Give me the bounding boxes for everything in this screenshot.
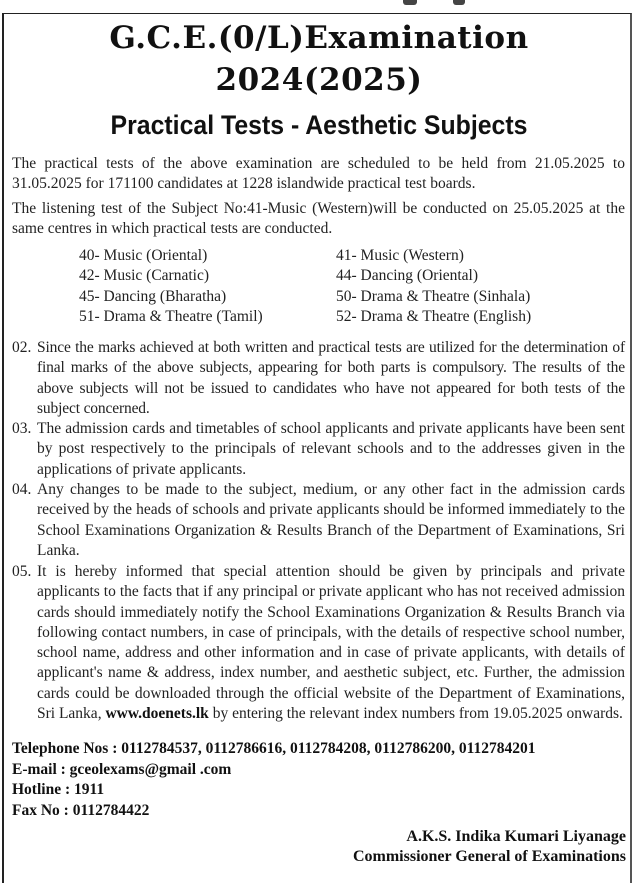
- cropped-glyph: [403, 0, 417, 5]
- cropped-glyph: [453, 0, 465, 5]
- notice-title: G.C.E.(0/L)Examination: [109, 20, 529, 56]
- notice-item-02: [12, 338, 625, 419]
- item-text: [12, 562, 625, 724]
- subject-item: 41- Music (Western): [336, 247, 464, 264]
- subject-item: 40- Music (Oriental): [79, 247, 208, 264]
- subject-item: 50- Drama & Theatre (Sinhala): [336, 287, 531, 305]
- website-link[interactable]: www.doenets.lk: [105, 705, 209, 723]
- item-text-part: It is hereby informed that special attention should be given by principals and private applicants to the facts that if any principal or private applicant who has not received admission cards should immediately notify the School Examinations Organization & Results Branch via following contact numbers, in case of principals, with the details of respective school number, school name, address and other information and in case of private applicants, with details of applicant's name & address, index number, and aesthetic subject, etc. Further, the admission cards could be downloaded through the official website of the Department of Examinations, Sri Lanka,: [37, 563, 625, 723]
- notice-title-year: 2024(2025): [215, 62, 423, 98]
- notice-item-05: [12, 562, 625, 724]
- item-text: Any changes to be made to the subject, medium, or any other fact in the admission cards received by the heads of schools and private applicants should be informed immediately to the School Examinations Organization & Results Branch of the Department of Examinations, Sri Lanka.: [37, 481, 625, 559]
- item-text: The admission cards and timetables of school applicants and private applicants have been sent by post respectively to the principals of relevant schools and to the addresses given in the applications of private applicants.: [37, 420, 625, 478]
- intro-paragraph: The practical tests of the above examination are scheduled to be held from 21.05.2025 to 31.05.2025 for 171100 candidates at 1228 islandwide practical test boards.: [12, 155, 625, 193]
- subject-item: 51- Drama & Theatre (Tamil): [79, 307, 263, 325]
- email-address: E-mail : gceolexams@gmail .com: [12, 761, 232, 778]
- notice-subtitle: Practical Tests - Aesthetic Subjects: [110, 110, 528, 140]
- notice-item-03: [12, 419, 625, 480]
- subject-item: 44- Dancing (Oriental): [336, 267, 479, 285]
- listening-test-paragraph: The listening test of the Subject No:41-Music (Western)will be conducted on 25.05.2025 at the same centres in which practical tests are conducted.: [12, 200, 625, 238]
- item-number: 04.: [12, 481, 32, 498]
- notice-item-04: [12, 480, 625, 561]
- hotline-number: Hotline : 1911: [12, 781, 105, 798]
- subject-list: [79, 246, 599, 327]
- subject-item: 42- Music (Carnatic): [79, 267, 209, 285]
- fax-number: Fax No : 0112784422: [12, 802, 150, 819]
- subject-item: 45- Dancing (Bharatha): [79, 287, 227, 305]
- item-number: 02.: [12, 339, 32, 356]
- signatory-designation: Commissioner General of Examinations: [352, 848, 626, 865]
- item-text: Since the marks achieved at both written and practical tests are utilized for the determination of final marks of the above subjects, appearing for both parts is compulsory. The results of the above subjects will not be issued to candidates who have not appeared for both tests of the subject concerned.: [37, 339, 625, 417]
- item-number: 05.: [12, 563, 32, 580]
- cropped-masthead-fragment: [395, 0, 525, 6]
- telephone-numbers: Telephone Nos : 0112784537, 0112786616, 0112784208, 0112786200, 0112784201: [12, 740, 536, 757]
- signatory-name: A.K.S. Indika Kumari Liyanage: [406, 828, 626, 845]
- subject-item: 52- Drama & Theatre (English): [336, 307, 532, 325]
- item-number: 03.: [12, 420, 32, 437]
- item-text-part: by entering the relevant index numbers from 19.05.2025 onwards.: [212, 705, 623, 723]
